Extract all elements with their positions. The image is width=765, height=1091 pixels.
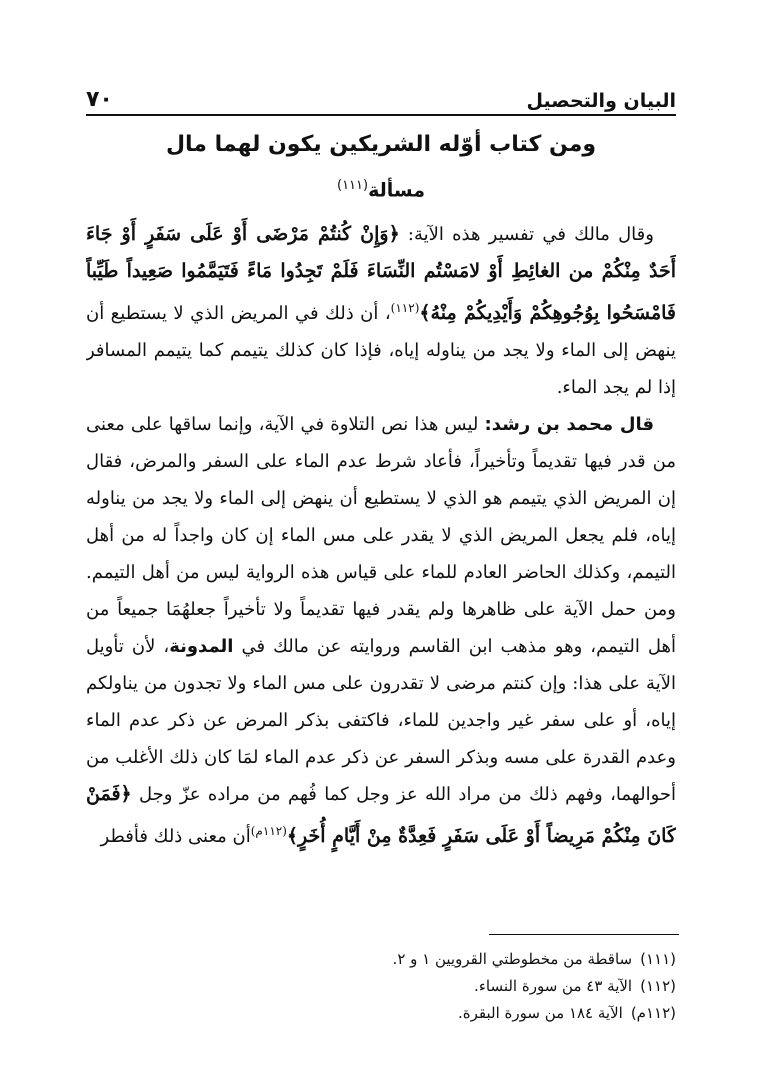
footnote-number: (١١١) xyxy=(640,950,676,968)
footnote-number: (١١٢م) xyxy=(630,1004,676,1022)
chapter-title: ومن كتاب أوّله الشريكين يكون لهما مال xyxy=(165,132,597,157)
footnote-ref-112m: (١١٢م) xyxy=(250,824,287,838)
paragraph-2-text-c: أن معنى ذلك فأفطر xyxy=(100,826,251,847)
paragraph-1-rest: ، أن ذلك في المريض الذي لا يستطيع أن ينهض إلى الماء ولا يجد من يناوله إياه، فإذا كان كذلك يتيمم كما يتيمم المسافر إذا لم يجد الماء. xyxy=(86,303,676,398)
body-text xyxy=(86,216,676,921)
footnote-ref-112: (١١٢) xyxy=(390,301,420,315)
footnotes xyxy=(86,946,676,1027)
paragraph-2 xyxy=(86,406,676,855)
footnote-number: (١١٢) xyxy=(640,977,676,995)
footnote-text: الآية ١٨٤ من سورة البقرة. xyxy=(458,1004,623,1022)
quran-verse-nisa: ﴿وَإِنْ كُنتُمْ مَرْضَى أَوْ عَلَى سَفَرٍ أَوْ جَاءَ أَحَدٌ مِنْكُمْ من الغائِطِ أَوْ لامَسْتُم النِّسَاءَ فَلَمْ تَجِدُوا مَاءً فَتَيَمَّمُوا صَعِيداً طَيِّباً فَامْسَحُوا بِوُجُوهِكُمْ وَأَيْدِيكُمْ مِنْهُ﴾ xyxy=(86,223,676,324)
masala-heading xyxy=(86,178,676,201)
paragraph-1 xyxy=(86,216,676,406)
header-rule xyxy=(86,114,676,116)
paragraph-2-text-b: ، لأن تأويل الآية على هذا: وإن كنتم مرضى لا تقدرون على مس الماء ولا تجدون من يناولكم إياه، أو على سفر غير واجدين للماء، فاكتفى بذكر المرض عن ذكر عدم الماء وعدم القدرة على مسه وبذكر السفر عن ذكر عدم الماء لمَا كان ذلك الأغلب من أحوالهما، وفهم ذلك من مراد الله عز وجل كما فُهم من مراده عزّ وجل xyxy=(86,636,676,805)
quran-verse-baqara: ﴿فَمَنْ كَانَ مِنْكُمْ مَرِيضاً أَوْ عَلَى سَفَرٍ فَعِدَّةٌ مِنْ أَيَّامٍ أُخَرٍ﴾ xyxy=(86,783,676,847)
running-title: البيان والتحصيل xyxy=(526,90,676,112)
footnote-rule xyxy=(489,934,679,935)
paragraph-2-text-a: ليس هذا نص التلاوة في الآية، وإنما ساقها على معنى من قدر فيها تقديماً وتأخيراً، فأعاد شرط عدم الماء على السفر والمرض، فقال إن المريض الذي يتيمم هو الذي لا يستطيع أن ينهض إلى الماء ولا يجد من يناوله إياه، فلم يجعل المريض الذي لا يقدر على مس الماء إن كان واجداً له من أهل التيمم، وكذلك الحاضر العادم للماء على قياس هذه الرواية ليس من أهل التيمم. ومن حمل الآية على ظاهرها ولم يقدر فيها تقديماً ولا تأخيراً جعلهُمَا جميعاً من أهل التيمم، وهو مذهب ابن القاسم وروايته عن مالك في xyxy=(86,414,676,657)
footnote-112m xyxy=(86,1000,676,1027)
footnote-111 xyxy=(86,946,676,973)
ibn-rushd-speaker: قال محمد بن رشد: xyxy=(484,414,654,435)
footnote-112 xyxy=(86,973,676,1000)
footnote-text: الآية ٤٣ من سورة النساء. xyxy=(474,977,633,995)
paragraph-1-intro: وقال مالك في تفسير هذه الآية: xyxy=(407,224,654,245)
page-number: ٧٠ xyxy=(86,87,113,112)
page-header xyxy=(86,82,676,112)
masala-label: مسألة xyxy=(368,179,425,202)
masala-number: (١١١) xyxy=(337,178,369,193)
mudawwana-title: المدونة xyxy=(169,636,234,657)
footnote-text: ساقطة من مخطوطتي القرويين ١ و ٢. xyxy=(392,950,633,968)
